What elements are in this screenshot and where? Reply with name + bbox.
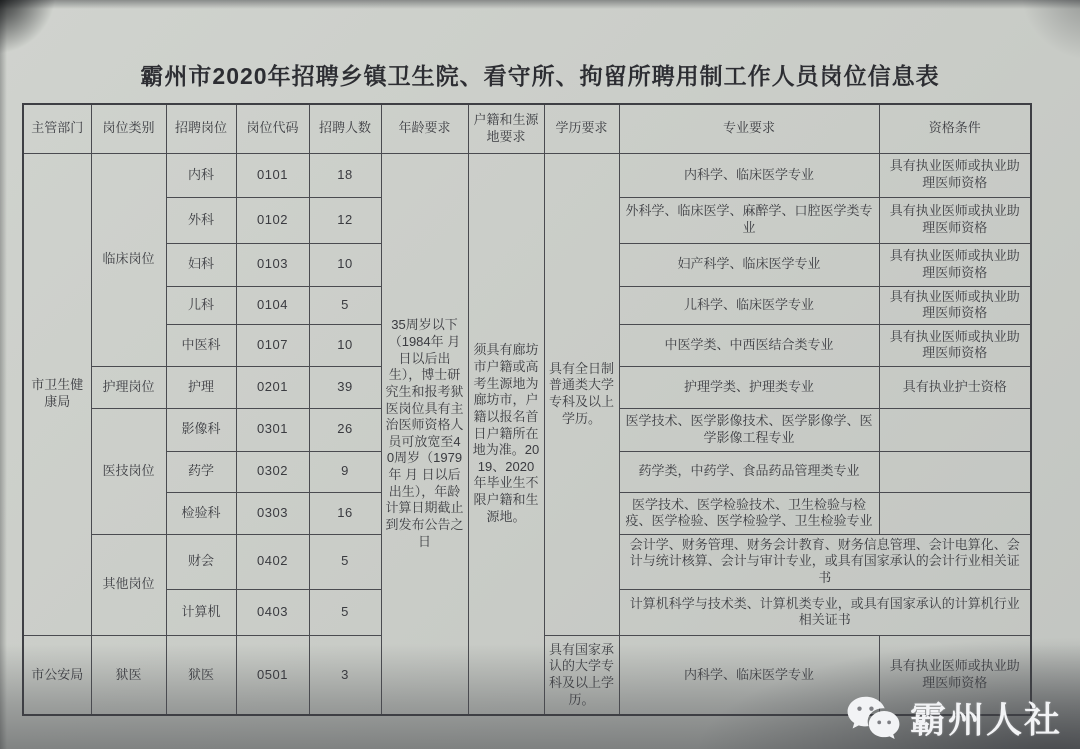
cell-major-qualification-merged: 计算机科学与技术类、计算机类专业，或具有国家承认的计算机行业相关证书 (619, 589, 1031, 635)
cell-age-requirement: 35周岁以下（1984年 月 日以后出生），博士研究生和报考狱医岗位具有主治医师资格人员可放宽至40周岁（1979年 月 日以后出生），年龄计算日期截止到发布公告之日 (381, 153, 468, 715)
cell-code: 0501 (236, 635, 309, 715)
cell-major: 医学技术、医学检验技术、卫生检验与检疫、医学检验、医学检验学、卫生检验专业 (619, 492, 879, 534)
wechat-icon (846, 694, 900, 742)
cell-code: 0103 (236, 243, 309, 286)
watermark-label: 霸州人社 (909, 699, 1062, 740)
cell-category-prison: 狱医 (91, 635, 166, 715)
cell-major: 中医学类、中西医结合类专业 (619, 324, 879, 366)
cell-major: 外科学、临床医学、麻醉学、口腔医学类专业 (619, 197, 879, 243)
cell-code: 0102 (236, 197, 309, 243)
cell-position: 财会 (166, 534, 236, 589)
cell-position: 儿科 (166, 286, 236, 324)
cell-position: 妇科 (166, 243, 236, 286)
cell-count: 5 (309, 534, 381, 589)
cell-count: 5 (309, 286, 381, 324)
header-major: 专业要求 (619, 104, 879, 153)
cell-qualification: 具有执业医师或执业助理医师资格 (879, 635, 1031, 715)
cell-major: 儿科学、临床医学专业 (619, 286, 879, 324)
cell-position: 内科 (166, 153, 236, 197)
cell-category-other: 其他岗位 (91, 534, 166, 635)
cell-category-medtech: 医技岗位 (91, 408, 166, 534)
cell-qualification: 具有执业医师或执业助理医师资格 (879, 243, 1031, 286)
header-row (23, 104, 1031, 153)
cell-major: 护理学类、护理类专业 (619, 366, 879, 408)
cell-count: 10 (309, 243, 381, 286)
page-title: 霸州市2020年招聘乡镇卫生院、看守所、拘留所聘用制工作人员岗位信息表 (140, 63, 940, 89)
cell-major: 妇产科学、临床医学专业 (619, 243, 879, 286)
cell-qualification: 具有执业医师或执业助理医师资格 (879, 324, 1031, 366)
cell-count: 26 (309, 408, 381, 451)
cell-code: 0301 (236, 408, 309, 451)
job-info-table (22, 103, 1032, 716)
cell-count: 10 (309, 324, 381, 366)
cell-qualification (879, 451, 1031, 492)
cell-position: 护理 (166, 366, 236, 408)
cell-qualification (879, 408, 1031, 451)
header-education: 学历要求 (544, 104, 619, 153)
header-age: 年龄要求 (381, 104, 468, 153)
cell-code: 0402 (236, 534, 309, 589)
header-residence: 户籍和生源地要求 (468, 104, 544, 153)
cell-dept-health: 市卫生健康局 (23, 153, 91, 635)
cell-position: 药学 (166, 451, 236, 492)
cell-count: 18 (309, 153, 381, 197)
cell-qualification: 具有执业医师或执业助理医师资格 (879, 197, 1031, 243)
cell-count: 3 (309, 635, 381, 715)
cell-category-clinical: 临床岗位 (91, 153, 166, 366)
cell-position: 狱医 (166, 635, 236, 715)
header-code: 岗位代码 (236, 104, 309, 153)
header-qualification: 资格条件 (879, 104, 1031, 153)
cell-position: 检验科 (166, 492, 236, 534)
cell-count: 5 (309, 589, 381, 635)
cell-residence-requirement: 须具有廊坊市户籍或高考生源地为廊坊市，户籍以报名首日户籍所在地为准。2019、2020年毕业生不限户籍和生源地。 (468, 153, 544, 715)
watermark (846, 692, 1062, 743)
header-count: 招聘人数 (309, 104, 381, 153)
cell-education-police: 具有国家承认的大学专科及以上学历。 (544, 635, 619, 715)
cell-count: 16 (309, 492, 381, 534)
cell-code: 0403 (236, 589, 309, 635)
cell-qualification: 具有执业医师或执业助理医师资格 (879, 286, 1031, 324)
cell-position: 外科 (166, 197, 236, 243)
cell-code: 0107 (236, 324, 309, 366)
cell-qualification (879, 492, 1031, 534)
cell-position: 影像科 (166, 408, 236, 451)
cell-major: 内科学、临床医学专业 (619, 635, 879, 715)
cell-qualification: 具有执业医师或执业助理医师资格 (879, 153, 1031, 197)
cell-count: 12 (309, 197, 381, 243)
cell-major-qualification-merged: 会计学、财务管理、财务会计教育、财务信息管理、会计电算化、会计与统计核算、会计与审计专业，或具有国家承认的会计行业相关证书 (619, 534, 1031, 589)
cell-code: 0101 (236, 153, 309, 197)
cell-code: 0104 (236, 286, 309, 324)
cell-major: 内科学、临床医学专业 (619, 153, 879, 197)
cell-position: 计算机 (166, 589, 236, 635)
cell-major: 药学类，中药学、食品药品管理类专业 (619, 451, 879, 492)
header-dept: 主管部门 (23, 104, 91, 153)
cell-category-nursing: 护理岗位 (91, 366, 166, 408)
header-position: 招聘岗位 (166, 104, 236, 153)
cell-count: 39 (309, 366, 381, 408)
cell-code: 0303 (236, 492, 309, 534)
cell-code: 0302 (236, 451, 309, 492)
cell-position: 中医科 (166, 324, 236, 366)
cell-education-health: 具有全日制普通类大学专科及以上学历。 (544, 153, 619, 635)
cell-count: 9 (309, 451, 381, 492)
cell-code: 0201 (236, 366, 309, 408)
cell-major: 医学技术、医学影像技术、医学影像学、医学影像工程专业 (619, 408, 879, 451)
table-row (23, 153, 1031, 197)
cell-qualification: 具有执业护士资格 (879, 366, 1031, 408)
header-category: 岗位类别 (91, 104, 166, 153)
cell-dept-police: 市公安局 (23, 635, 91, 715)
